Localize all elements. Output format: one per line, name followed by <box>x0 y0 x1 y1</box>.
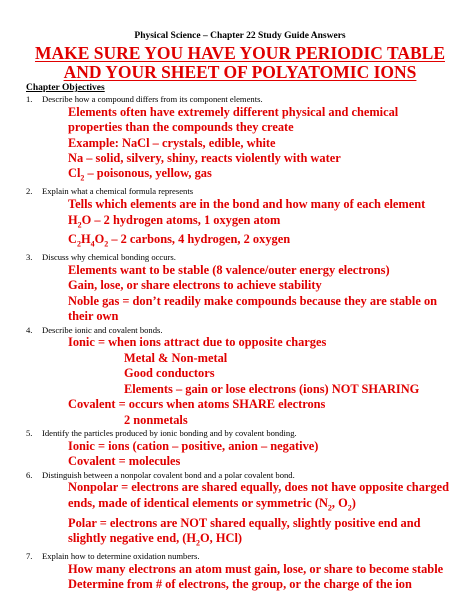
answer-4-line-4: Elements – gain or lose electrons (ions) NOT SHARING <box>124 381 420 396</box>
section-label: Chapter Objectives <box>26 83 105 93</box>
answer-4-line-2: Metal & Non-metal <box>124 350 228 365</box>
question-text: Describe how a compound differs from its component elements. <box>42 94 263 104</box>
answer-1-line-4: $Cl_2$ – poisonous, yellow, gas <box>68 166 212 183</box>
question-text: Identify the particles produced by ionic bonding and by covalent bonding. <box>42 427 297 438</box>
question-3 <box>26 252 454 263</box>
answer-4-line-5: Covalent = occurs when atoms SHARE electrons <box>68 397 326 412</box>
answer-5-line-2: Covalent = molecules <box>68 454 181 469</box>
question-text: Describe ionic and covalent bonds. <box>42 324 163 335</box>
question-1 <box>26 94 454 105</box>
answer-1-line-3: Na – solid, silvery, shiny, reacts violently with water <box>68 151 341 166</box>
question-number: 5. <box>26 427 33 438</box>
answer-4-line-3: Good conductors <box>124 366 215 381</box>
question-6 <box>26 470 454 481</box>
answer-7-line-2: Determine from # of electrons, the group, or the charge of the ion <box>68 577 412 592</box>
document-title: Physical Science – Chapter 22 Study Guide Answers <box>134 31 346 41</box>
question-5 <box>26 428 454 439</box>
answer-3-line-1: Elements want to be stable (8 valence/outer energy electrons) <box>68 263 390 278</box>
answer-4-line-1: Ionic = when ions attract due to opposite charges <box>68 335 327 350</box>
question-text: Discuss why chemical bonding occurs. <box>42 252 176 263</box>
answer-2-line-2: $H_2O - 2$ hydrogen atoms, 1 oxygen atom <box>68 212 281 229</box>
question-text: Distinguish between a nonpolar covalent bond and a polar covalent bond. <box>42 469 295 480</box>
answer-7-line-1: How many electrons an atom must gain, lose, or share to become stable <box>68 561 444 576</box>
question-number: 7. <box>26 550 33 561</box>
question-text: Explain what a chemical formula represents <box>42 186 194 197</box>
question-7 <box>26 551 454 562</box>
banner-line-1: MAKE SURE YOU HAVE YOUR PERIODIC TABLE <box>34 43 445 63</box>
answer-3-line-2: Gain, lose, or share electrons to achieve stability <box>68 278 322 293</box>
banner-line-2: AND YOUR SHEET OF POLYATOMIC IONS <box>63 62 417 82</box>
question-number: 2. <box>26 186 33 197</box>
answer-4-line-6: 2 nonmetals <box>124 412 188 427</box>
question-number: 3. <box>26 252 33 263</box>
answer-6-line-2: Polar = electrons are NOT shared equally, slightly positive end and slightly negative end, ($H_2O$, HCl) <box>68 515 421 548</box>
answer-2-line-3: $C_2H_4O_2 - 2$ carbons, 4 hydrogen, 2 oxygen <box>68 232 291 249</box>
answer-6-line-1: Nonpolar = electrons are shared equally, does not have opposite charged ends, made of identical elements or symmetric ($N_2$, $O_2$) <box>68 480 449 513</box>
question-number: 1. <box>26 94 33 104</box>
answer-5-line-1: Ionic = ions (cation – positive, anion – negative) <box>68 438 319 453</box>
answer-1-line-1: Elements often have extremely different physical and chemical properties than the compounds they create <box>68 104 399 135</box>
question-text: Explain how to determine oxidation numbers. <box>42 550 200 561</box>
answer-1-line-2: Example: NaCl – crystals, edible, white <box>68 135 276 150</box>
question-number: 6. <box>26 469 33 480</box>
answer-2-line-1: Tells which elements are in the bond and how many of each element <box>68 197 426 212</box>
question-2 <box>26 186 454 197</box>
question-number: 4. <box>26 324 33 335</box>
question-4 <box>26 325 454 336</box>
answer-3-line-3: Noble gas = don’t readily make compounds because they are stable on their own <box>68 293 438 324</box>
